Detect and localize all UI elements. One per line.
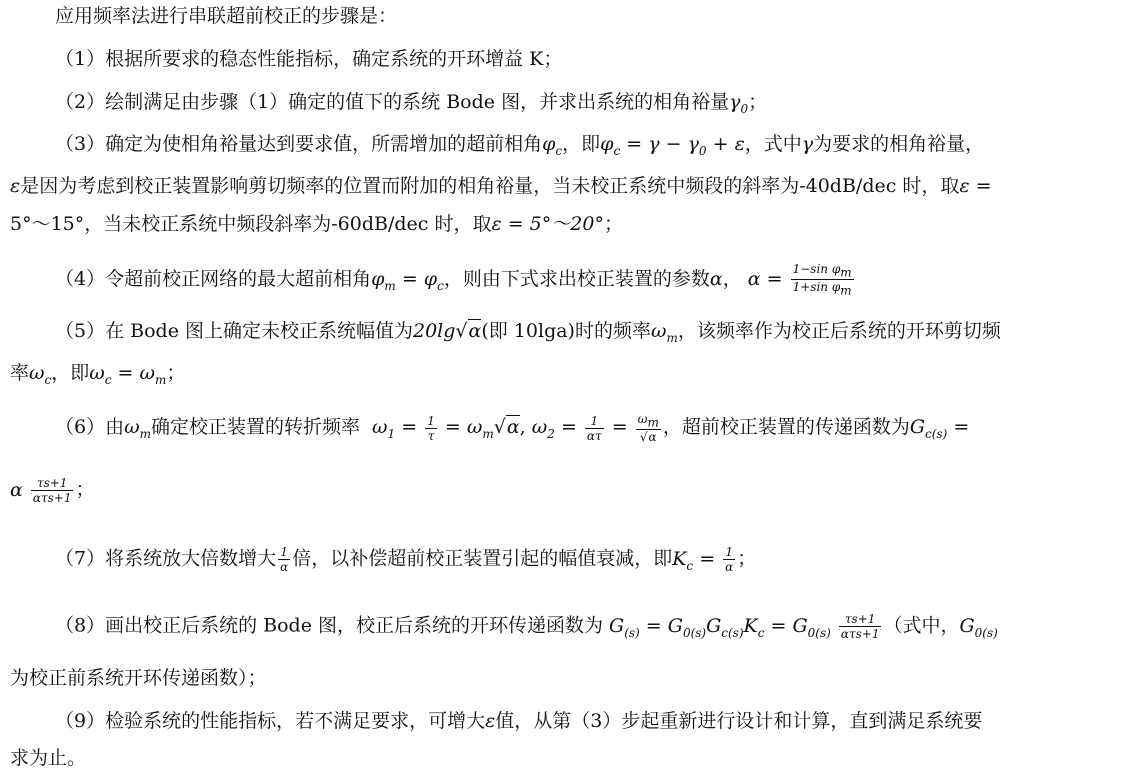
step-9-text-c: 求为止。 [10,747,87,769]
omega-c-symbol: $\omega_c$ [29,362,52,387]
step-1 [55,46,562,72]
omega-c-equation: $\omega_c = \omega_m$ [89,362,167,387]
step-3-text-a: （3）确定为使相角裕量达到要求值，所需增加的超前相角 [55,133,543,155]
step-9-text-a: （9）检验系统的性能指标，若不满足要求，可增大 [55,710,486,732]
step-5-text-e: ，即 [51,362,90,384]
step-5-text-c: ，该频率作为校正后系统的开环剪切频 [677,320,1001,342]
step-3-text-c: ，式中 [744,133,802,155]
step-8-text-c: 为校正前系统开环传递函数）； [10,667,267,689]
epsilon-equals: ε = [959,175,992,197]
step-3-text-d: 为要求的相角裕量， [813,133,985,155]
step-2-text: （2）绘制满足由步骤（1）确定的值下的系统 Bode 图，并求出系统的相角裕量 [55,91,730,113]
step-3-line-3 [10,211,623,237]
phi-c-equation: $\varphi_c = \gamma - \gamma_0 + \varepsilon$ [600,133,745,158]
step-5-end: ； [166,362,186,384]
omega-2-equation: $\omega_2$ = $\frac{1}{\alpha\tau}$ = $\frac{\omega_m}{√\alpha}$ [531,412,659,445]
omega-1-equation: $\omega_1$ = $\frac{1}{\tau}$ = $\omega_m√\alpha$ [372,413,520,443]
gc-expression: α $\frac{\tau s+1}{\text{ατs+1}}$ [10,476,72,505]
step-3-line-1 [55,131,984,164]
phi-c-symbol: $\varphi_c$ [542,133,563,158]
one-over-alpha: $\frac{1}{\alpha}$ [280,545,289,574]
step-5-text-a: （5）在 Bode 图上确定未校正系统幅值为 [55,320,413,342]
step-5-line-2 [10,360,185,393]
step-5-line-1 [55,318,1001,351]
step-4 [55,262,856,299]
step-5-text-d: 率 [10,362,30,384]
open-loop-tf: $G_{(s)} = G_{0(s)}G_{c(s)}K_c = G_{0(s)}$ $\frac{\tau s+1}{\text{ατs+1}}$ [609,612,880,641]
step-4-text-b: ，则由下式求出校正装置的参数 [443,267,710,290]
step-8-text-b: （式中， [883,614,960,637]
step-6-text-a: （6）由 [55,416,125,439]
alpha-equals: α = [747,267,783,290]
gc-symbol: $G_{c(s)}$ = [909,416,970,441]
gamma-symbol: γ [801,133,814,155]
step-3-text-b: ，即 [562,133,601,155]
step-6-line-1: （6）由$\omega_m$确定校正装置的转折频率 $\omega_1$ = $\frac{1}{\tau}$ = $\omega_m√\alpha$, $\omega_2$ = $\frac{1}{\alpha\tau}$ = $\frac{\omega_m}{√\alpha}$ ，超前校正装置的传递函数为$G_{c(s)}$ = [55,412,970,445]
epsilon-range: ε = 5°～20° [491,213,604,235]
step-6-end: ； [75,478,95,501]
step-7-end: ； [737,547,757,570]
magnitude-expression: 20lg√α [412,320,482,342]
omega-m-ref: $\omega_m$ [124,416,151,441]
step-7-text-a: （7）将系统放大倍数增大 [55,547,277,570]
step-3-text-e: 是因为考虑到校正装置影响剪切频率的位置而附加的相角裕量，当未校正系统中频段的斜率为-40dB/dec 时，取 [20,175,960,197]
step-6-line-2 [10,476,95,505]
step-8-text-a: （8）画出校正后系统的 Bode 图，校正后系统的开环传递函数为 [55,614,603,637]
step-5-text-b: (即 10lga)时的频率 [481,320,651,342]
step-3-line-2 [10,173,992,199]
epsilon-symbol: ε [10,175,21,197]
kc-equation: $K_c$ = $\frac{1}{\alpha}$ [672,545,734,574]
step-9-line-2 [10,745,86,771]
heading-text: 应用频率法进行串联超前校正的步骤是： [55,5,398,27]
step-4-comma: ， [722,267,742,290]
step-6-text-b: 确定校正装置的转折频率 [150,416,360,439]
step-4-text-a: （4）令超前校正网络的最大超前相角 [55,267,372,290]
alpha-symbol: α [709,267,723,290]
step-3-end: ； [603,213,623,235]
step-1-text: （1）根据所要求的稳态性能指标，确定系统的开环增益 K； [55,48,563,70]
g0-symbol: $G_{0(s)}$ [959,614,998,640]
step-7 [55,545,756,578]
intro-heading [55,3,397,29]
step-2-end: ； [748,91,768,113]
alpha-fraction: $\frac{1-\sin \varphi_m}{1+\sin \varphi_m}$ [792,262,852,298]
phi-m-equation: $\varphi_m = \varphi_c$ [371,267,444,293]
step-9-text-b: 值，从第（3）步起重新进行设计和计算，直到满足系统要 [495,710,983,732]
step-6-text-c: ，超前校正装置的传递函数为 [662,416,910,439]
step-8-line-2 [10,665,267,691]
epsilon-ref: ε [485,710,496,732]
step-9-line-1 [55,708,982,734]
omega-m-symbol: $\omega_m$ [650,320,678,345]
step-8-line-1 [55,612,998,645]
gamma0-symbol: $\gamma_0$ [729,91,749,116]
step-3-text-f: 5°～15°，当未校正系统中频段斜率为-60dB/dec 时，取 [10,213,492,235]
step-2 [55,89,767,122]
step-7-text-b: 倍，以补偿超前校正装置引起的幅值衰减，即 [292,547,673,570]
